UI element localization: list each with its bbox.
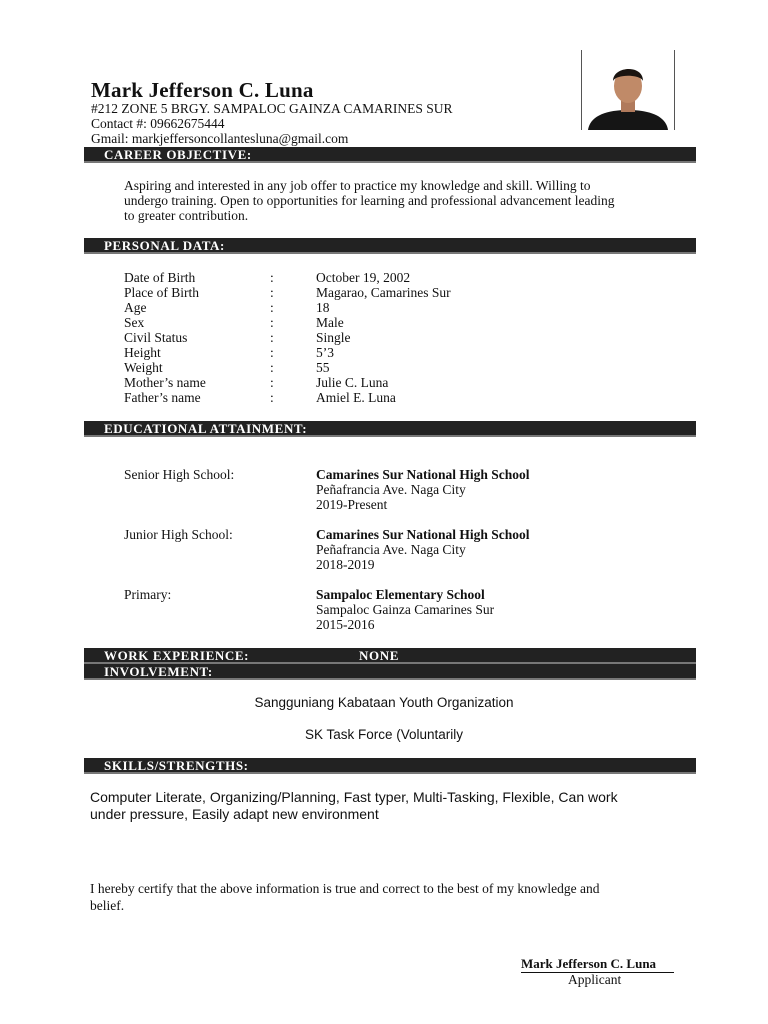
field-value: October 19, 2002 [316,270,411,285]
school-address: Peñafrancia Ave. Naga City [316,542,466,557]
education-level: Primary: [124,587,172,602]
field-value: Magarao, Camarines Sur [316,285,451,300]
involvement-item: SK Task Force (Voluntarily [304,727,464,742]
school-name: Camarines Sur National High School [316,467,530,482]
field-separator: : [270,270,274,285]
objective-line: Aspiring and interested in any job offer to practice my knowledge and skill. Willing to [124,178,591,193]
field-value: Male [316,315,344,330]
work-experience-value: NONE [359,648,399,663]
education-header: EDUCATIONAL ATTAINMENT: [84,421,696,437]
skills-line: Computer Literate, Organizing/Planning, Fast typer, Multi-Tasking, Flexible, Can work [90,789,618,805]
certification-text [90,880,599,914]
field-separator: : [270,345,274,360]
education-level: Senior High School: [124,467,235,482]
address-line: #212 ZONE 5 BRGY. SAMPALOC GAINZA CAMARINES SUR [91,101,453,116]
field-label: Sex [124,315,145,330]
field-label: Mother’s name [124,375,206,390]
certification-line: belief. [90,898,125,913]
work-experience-label: WORK EXPERIENCE: [104,648,250,663]
career-objective-header: CAREER OBJECTIVE: [84,147,696,163]
field-label: Weight [124,360,163,375]
school-name: Sampaloc Elementary School [316,587,485,602]
applicant-photo [581,50,675,130]
field-separator: : [270,390,274,405]
signature-name: Mark Jefferson C. Luna [521,956,674,973]
field-label: Civil Status [124,330,188,345]
school-address: Sampaloc Gainza Camarines Sur [316,602,495,617]
school-years: 2019-Present [316,497,388,512]
field-label: Father’s name [124,390,201,405]
field-value: Amiel E. Luna [316,390,396,405]
field-separator: : [270,300,274,315]
field-value: 5’3 [316,345,334,360]
skills-header: SKILLS/STRENGTHS: [84,758,696,774]
school-name: Camarines Sur National High School [316,527,530,542]
field-separator: : [270,315,274,330]
work-experience-header [84,648,696,664]
field-value: Julie C. Luna [316,375,389,390]
education-entry [316,527,530,572]
field-value: 55 [316,360,330,375]
involvement-header: INVOLVEMENT: [84,664,696,680]
certification-line: I hereby certify that the above information is true and correct to the best of my knowledge and [90,881,600,896]
person-photo-icon [582,50,674,130]
school-years: 2018-2019 [316,557,375,572]
objective-line: undergo training. Open to opportunities for learning and professional advancement leading [124,193,615,208]
field-label: Place of Birth [124,285,199,300]
contact-number: Contact #: 09662675444 [91,116,225,131]
field-label: Date of Birth [124,270,196,285]
field-separator: : [270,330,274,345]
field-separator: : [270,285,274,300]
field-value: 18 [316,300,330,315]
signature-role: Applicant [568,972,622,987]
career-objective-text [124,178,615,223]
gmail-address: Gmail: markjeffersoncollantesluna@gmail.com [91,131,349,146]
objective-line: to greater contribution. [124,208,249,223]
education-entry [316,587,494,632]
field-label: Age [124,300,147,315]
involvement-item: Sangguniang Kabataan Youth Organization [254,695,514,710]
personal-data-header: PERSONAL DATA: [84,238,696,254]
education-level: Junior High School: [124,527,233,542]
applicant-name: Mark Jefferson C. Luna [91,78,314,102]
field-label: Height [124,345,161,360]
skills-line: under pressure, Easily adapt new environment [90,806,379,822]
skills-text [90,789,618,823]
field-separator: : [270,360,274,375]
school-address: Peñafrancia Ave. Naga City [316,482,466,497]
field-value: Single [316,330,351,345]
education-entry [316,467,530,512]
school-years: 2015-2016 [316,617,375,632]
field-separator: : [270,375,274,390]
